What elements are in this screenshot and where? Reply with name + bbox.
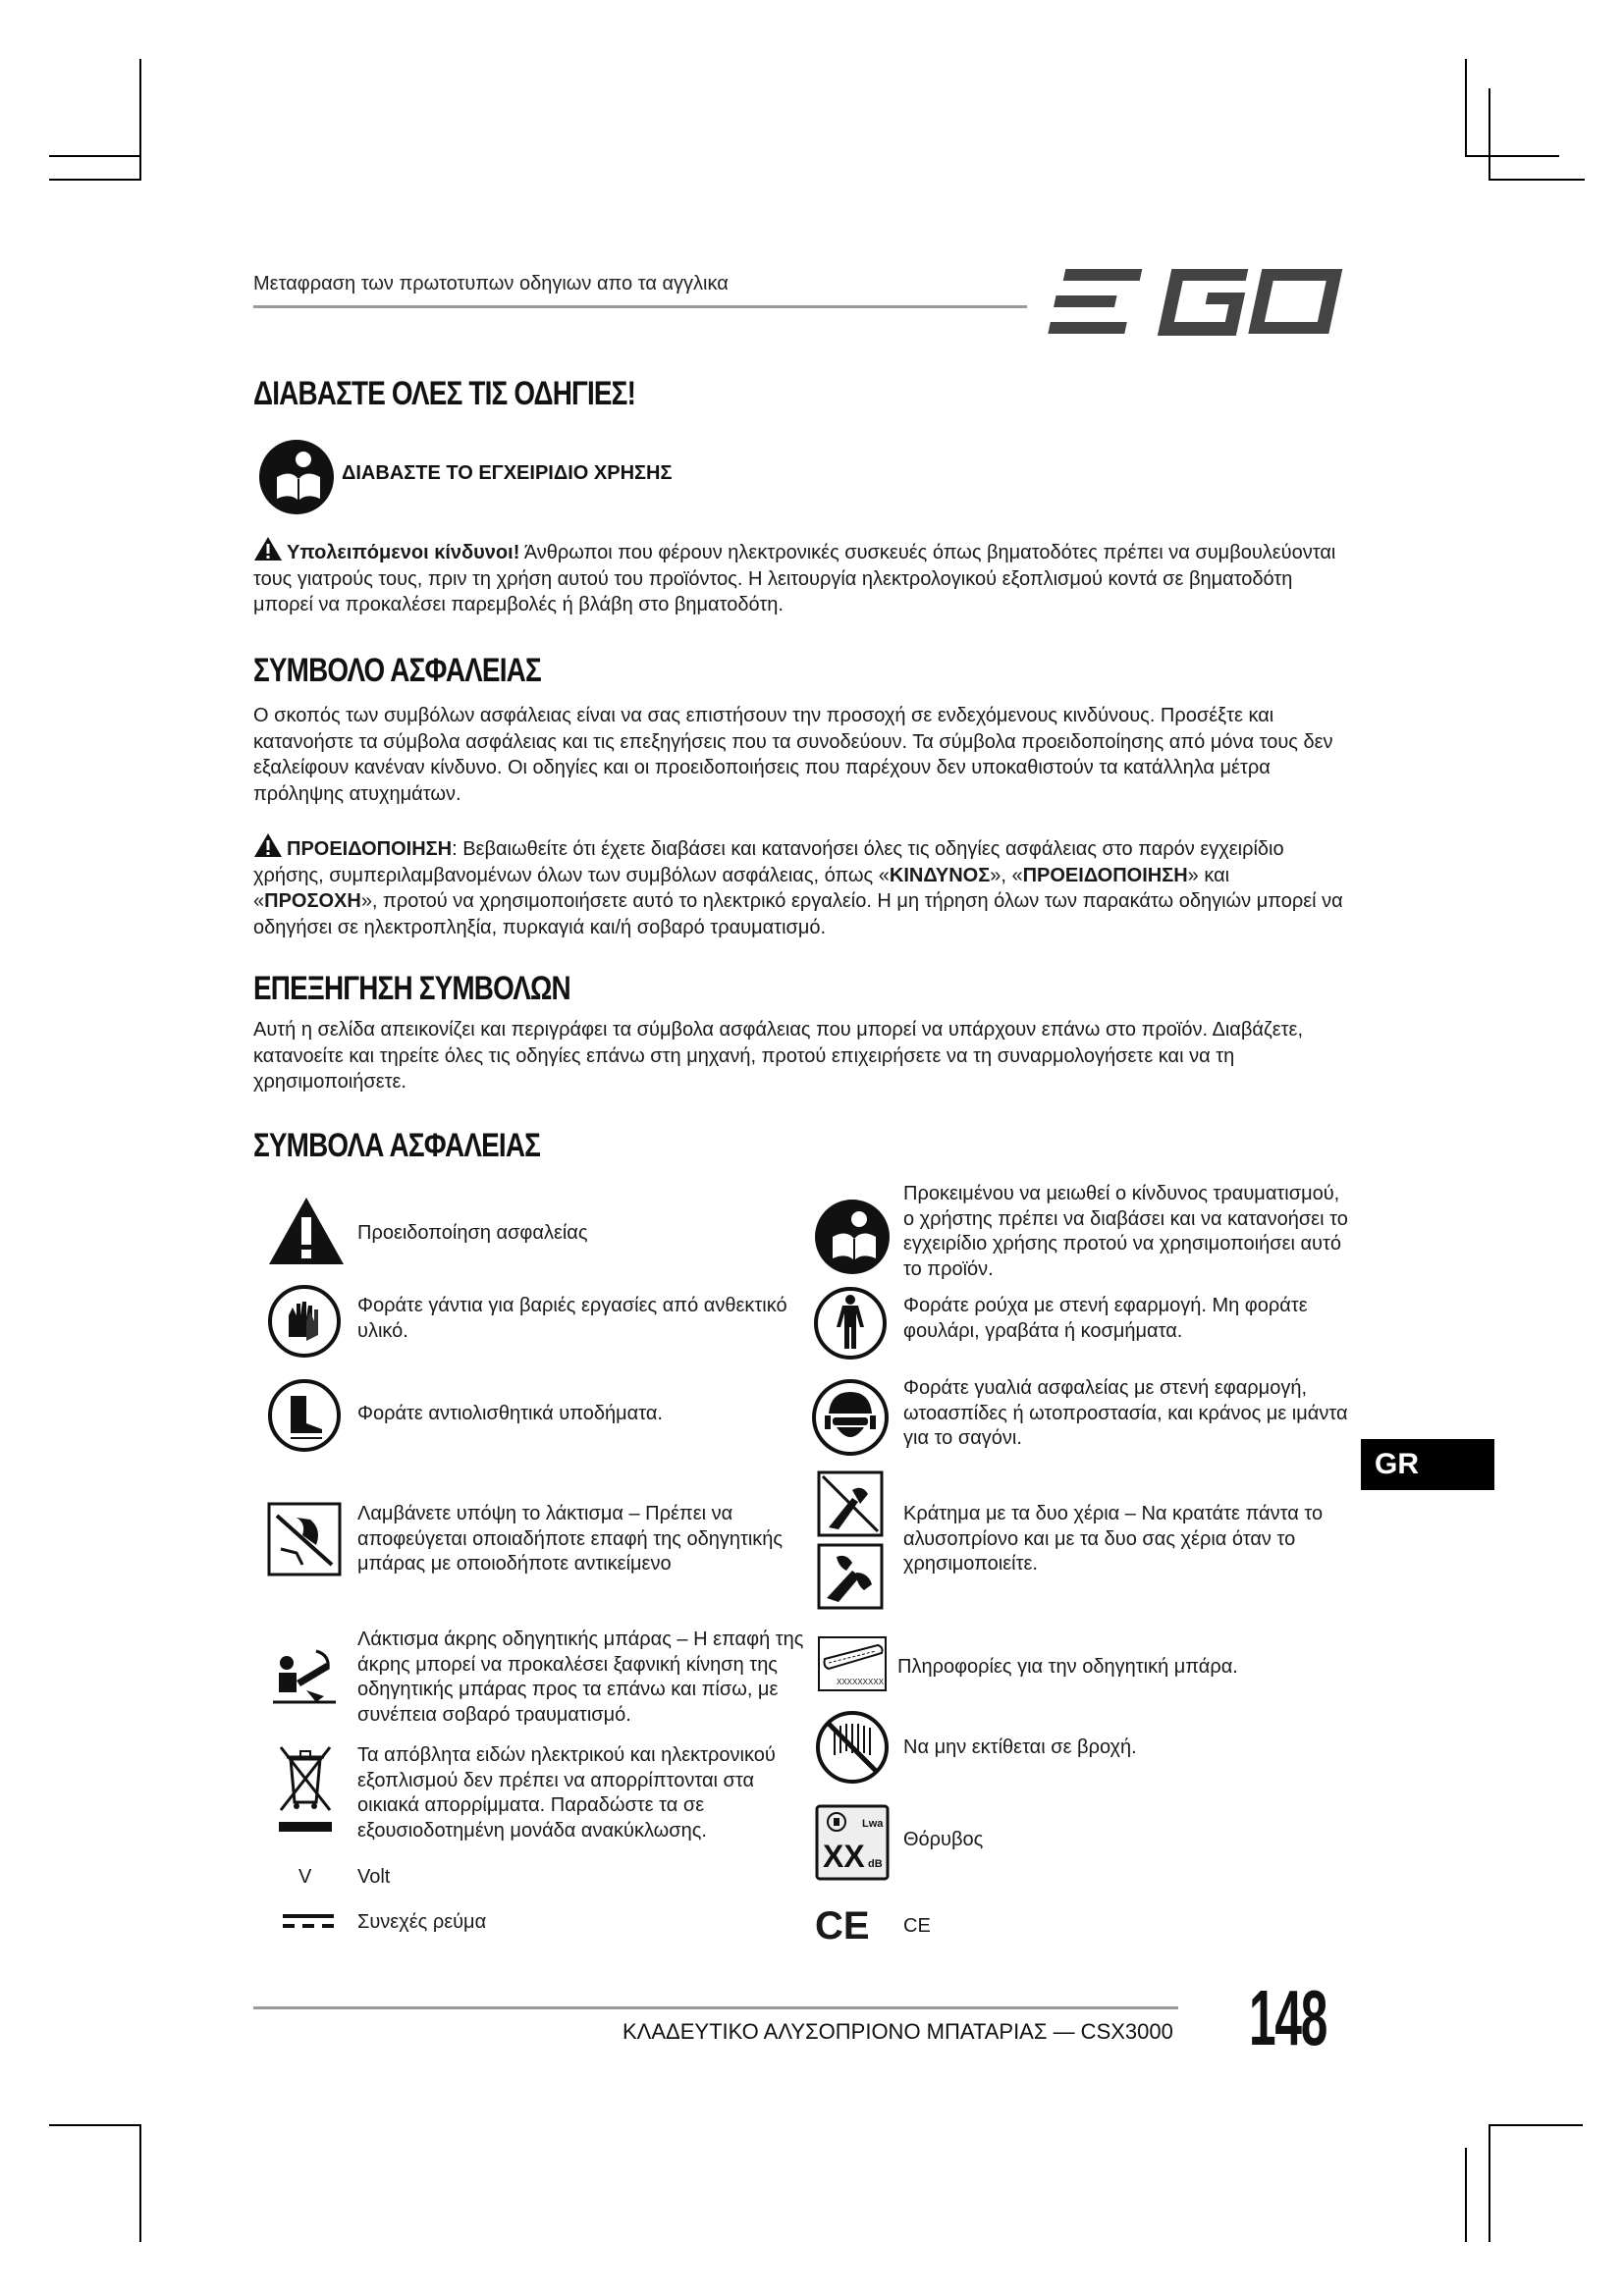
warning-text: », προτού να χρησιμοποιήσετε αυτό το ηλεκτρικό εργαλείο. Η μη τήρηση όλων των παρακάτω οδηγιών μπορεί να οδηγήσει σε ηλεκτροπληξία, πυρκαγιά και/ή σοβαρό τραυματισμό.: [253, 890, 1343, 938]
warning-triangle-icon: [253, 832, 283, 858]
tip-kickback-lead: Λάκτισμα άκρης οδηγητικής μπάρας –: [357, 1629, 688, 1650]
section-title-symbols: ΣΥΜΒΟΛΑ ΑΣΦΑΛΕΙΑΣ: [253, 1127, 541, 1164]
guide-bar-icon: [817, 1635, 888, 1692]
symbol-text-boots: Φοράτε αντιολισθητικά υποδήματα.: [357, 1403, 663, 1424]
symbol-text-safety-alert: Προειδοποίηση ασφαλείας: [357, 1222, 588, 1244]
footer-rule: [253, 2006, 1178, 2009]
no-rain-icon: [815, 1710, 890, 1785]
boots-icon: [267, 1378, 342, 1453]
two-hands-icon: [817, 1543, 884, 1610]
explanation-paragraph: Αυτή η σελίδα απεικονίζει και περιγράφει τα σύμβολα ασφάλειας που μπορεί να υπάρχουν επάνω στο προϊόν. Διαβάζετε, κατανοείτε και τηρείτε όλες τις οδηγίες επάνω στη μηχανή, προτού επιχειρήσετε να τη συναρμολογήσετε και να τη χρησιμοποιήσετε.: [253, 1019, 1304, 1093]
warning-text: » και «: [253, 864, 1230, 912]
symbol-text-ce: CE: [903, 1915, 931, 1937]
header-rule: [253, 305, 1027, 308]
symbol-text-volt: Volt: [357, 1866, 391, 1888]
crop-mark: [139, 2124, 141, 2242]
one-hand-prohibited-icon: [817, 1470, 884, 1537]
crop-mark: [1465, 2148, 1467, 2242]
dc-current-icon: [283, 1912, 334, 1932]
noise-level-icon: [815, 1804, 890, 1881]
symbol-text-dc: Συνεχές ρεύμα: [357, 1911, 487, 1933]
crop-mark: [49, 179, 141, 181]
read-manual-icon: [257, 438, 336, 516]
crop-mark: [1489, 88, 1490, 181]
ego-logo: [1046, 261, 1345, 342]
volt-symbol: V: [298, 1866, 312, 1888]
symbol-text-gloves: Φοράτε γάντια για βαριές εργασίες από ανθεκτικό υλικό.: [357, 1295, 787, 1342]
section-title-explanation: ΕΠΕΞΗΓΗΣΗ ΣΥΜΒΟΛΩΝ: [253, 970, 570, 1007]
crop-mark: [1465, 59, 1467, 157]
crop-mark: [1489, 179, 1585, 181]
keyword-danger: ΚΙΝΔΥΝΟΣ: [889, 864, 991, 886]
crop-mark: [139, 59, 141, 181]
keyword-warning: ΠΡΟΕΙΔΟΠΟΙΗΣΗ: [1022, 864, 1188, 886]
warning-lead: ΠΡΟΕΙΔΟΠΟΙΗΣΗ: [287, 838, 453, 860]
warning-triangle-icon: [253, 536, 283, 561]
guide-bar-code: XXXXXXXXX: [837, 1678, 885, 1686]
crop-mark: [1465, 155, 1559, 157]
weee-bin-icon: [275, 1741, 336, 1836]
crop-mark: [49, 2124, 141, 2126]
warning-text: : Βεβαιωθείτε ότι έχετε διαβάσει και κατανοήσει όλες τις οδηγίες ασφάλειας στο παρόν εγχειρίδιο χρήσης, συμπεριλαμβανομένων όλων των συμβόλων ασφάλειας, όπως «: [253, 838, 1284, 886]
ce-mark-icon: CE: [815, 1904, 870, 1948]
symbol-text-bar-info: Πληροφορίες για την οδηγητική μπάρα.: [897, 1656, 1238, 1678]
noise-unit: dB: [868, 1858, 883, 1870]
safety-symbol-paragraph: Ο σκοπός των συμβόλων ασφάλειας είναι να σας επιστήσουν την προσοχή σε ενδεχόμενους κινδύνους. Προσέξτε και κατανοήστε τα σύμβολα ασφάλειας και τις επεξηγήσεις που τα συνοδεύουν. Τα σύμβολα προειδοποίησης από μόνα τους δεν εξαλείφουν κανέναν κίνδυνο. Οι οδηγίες και οι προειδοποιήσεις που παρέχουν δεν υποκαθιστούν τα κατάλληλα μέτρα πρόληψης ατυχημάτων.: [253, 705, 1333, 805]
symbol-text-noise: Θόρυβος: [903, 1829, 984, 1850]
warning-paragraph: [253, 832, 1353, 940]
crop-mark: [1489, 2124, 1490, 2242]
tight-clothing-icon: [813, 1284, 888, 1362]
symbol-text-two-hands: Κράτημα με τα δυο χέρια – Να κρατάτε πάντα το αλυσοπρίονο και με τα δυο σας χέρια όταν το χρησιμοποιείτε.: [903, 1503, 1324, 1575]
residual-lead: Υπολειπόμενοι κίνδυνοι!: [287, 542, 520, 563]
noise-lwa: Lwa: [862, 1818, 884, 1830]
page-number: 148: [1249, 1974, 1327, 2061]
read-manual-symbol-icon: [813, 1198, 892, 1276]
warning-text: », «: [990, 864, 1023, 886]
section-title-read-all: ΔΙΑΒΑΣΤΕ ΟΛΕΣ ΤΙΣ ΟΔΗΓΙΕΣ!: [253, 375, 636, 412]
read-manual-label: ΔΙΑΒΑΣΤΕ ΤΟ ΕΓΧΕΙΡΙΔΙΟ ΧΡΗΣΗΣ: [342, 462, 673, 484]
symbol-text-ppe: Φοράτε γυαλιά ασφαλείας με στενή εφαρμογή, ωτοασπίδες ή ωτοπροστασία, και κράνος με ιμάντα για το σαγόνι.: [903, 1377, 1348, 1449]
symbol-text-rain: Να μην εκτίθεται σε βροχή.: [903, 1736, 1137, 1758]
kickback-icon: [267, 1502, 342, 1576]
residual-risks-paragraph: [253, 536, 1353, 618]
footer-text: ΚΛΑΔΕΥΤΙΚΟ ΑΛΥΣΟΠΡΙΟΝΟ ΜΠΑΤΑΡΙΑΣ — CSX3000: [623, 2019, 1173, 2044]
symbol-text-kickback: Λαμβάνετε υπόψη το λάκτισμα – Πρέπει να αποφεύγεται οποιαδήποτε επαφή της οδηγητικής μπάρας με οποιοδήποτε αντικείμενο: [357, 1503, 784, 1575]
ppe-helmet-icon: [811, 1378, 890, 1457]
noise-value: XX: [823, 1839, 865, 1874]
symbol-text-weee: Τα απόβλητα ειδών ηλεκτρικού και ηλεκτρονικού εξοπλισμού δεν πρέπει να απορρίπτονται στα οικιακά απορρίμματα. Παραδώστε τα σε εξουσιοδοτημένη μονάδα ανακύκλωσης.: [357, 1744, 776, 1842]
symbol-text-tip-kickback: [357, 1628, 809, 1728]
tip-kickback-icon: [267, 1641, 342, 1716]
symbol-text-clothing: Φοράτε ρούχα με στενή εφαρμογή. Μη φοράτε φουλάρι, γραβάτα ή κοσμήματα.: [903, 1295, 1308, 1342]
language-tab: GR: [1361, 1439, 1494, 1490]
crop-mark: [49, 155, 141, 157]
keyword-caution: ΠΡΟΣΟΧΗ: [264, 890, 361, 912]
gloves-icon: [267, 1284, 342, 1359]
section-title-safety-symbol: ΣΥΜΒΟΛΟ ΑΣΦΑΛΕΙΑΣ: [253, 652, 541, 689]
tip-kickback-body: Η επαφή της άκρης μπορεί να προκαλέσει ξαφνική κίνηση της οδηγητικής μπάρας προς τα επάνω και πίσω, με συνέπεια σοβαρό τραυματισμό.: [357, 1629, 804, 1726]
header-title: Μεταφραση των πρωτοτυπων οδηγιων απο τα αγγλικα: [253, 273, 729, 294]
symbol-text-read-manual: Προκειμένου να μειωθεί ο κίνδυνος τραυματισμού, ο χρήστης πρέπει να διαβάσει και να κατανοήσει το εγχειρίδιο χρήσης προτού να χρησιμοποιήσει αυτό το προϊόν.: [903, 1183, 1348, 1280]
residual-body: Άνθρωποι που φέρουν ηλεκτρονικές συσκευές όπως βηματοδότες πρέπει να συμβουλεύονται τους γιατρούς τους, πριν τη χρήση αυτού του προϊόντος. Η λειτουργία ηλεκτρολογικού εξοπλισμού κοντά σε βηματοδότη μπορεί να προκαλέσει παρεμβολές ή βλάβη στο βηματοδότη.: [253, 542, 1336, 615]
crop-mark: [1489, 2124, 1583, 2126]
safety-alert-icon: [267, 1196, 346, 1266]
